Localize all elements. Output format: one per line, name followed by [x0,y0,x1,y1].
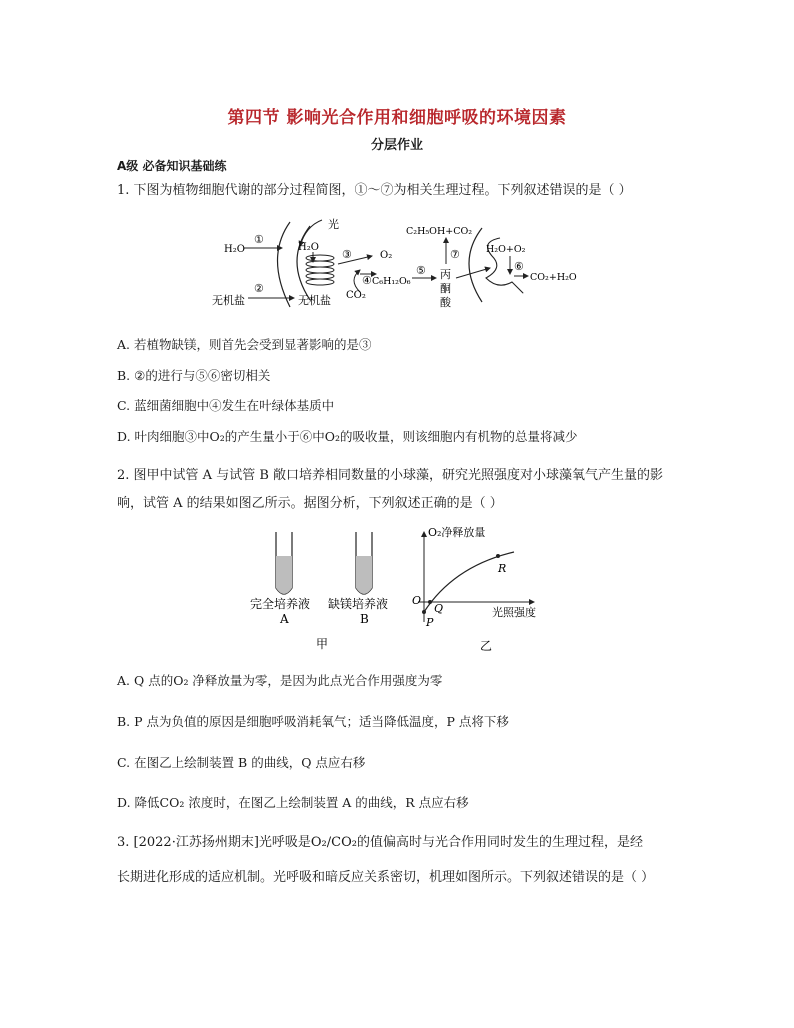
label-1: ① [254,233,264,246]
label-2: ② [254,282,264,295]
label-4: ④ [362,274,372,287]
point-q [428,600,432,604]
question-3-stem-line2: 长期进化形成的适应机制。光呼吸和暗反应关系密切，机理如图所示。下列叙述错误的是（ ） [117,870,655,885]
label-7: ⑦ [450,248,460,261]
co2-h2o-label: CO₂+H₂O [530,272,577,283]
tube-and-curve-figure [240,522,560,657]
h2o-o2-label: H₂O+O₂ [486,244,526,255]
test-tube-b [356,532,372,594]
pyruvate-3: 酸 [440,296,451,309]
o2-label: O₂ [380,250,393,261]
label-3: ③ [342,248,352,261]
figure-jia-label: 甲 [316,637,329,651]
tube-a-label: 完全培养液 [250,597,311,611]
point-p [422,610,426,614]
point-r [496,554,500,558]
level-heading: A级 必备知识基础练 [117,159,227,173]
h2o-inner-label: H₂O [298,242,319,253]
y-axis-label: O₂净释放量 [428,526,486,539]
q2-option-d: D. 降低CO₂ 浓度时，在图乙上绘制装置 A 的曲线，R 点应右移 [117,795,469,810]
question-2-stem-line1: 2. 图甲中试管 A 与试管 B 敞口培养相同数量的小球藻，研究光照强度对小球藻氧气产生量的影 [117,468,664,483]
q2-option-a: A. Q 点的O₂ 净释放量为零，是因为此点光合作用强度为零 [117,673,443,688]
page-title: 第四节 影响光合作用和细胞呼吸的环境因素 [227,108,567,128]
mitochondrion-outer [469,228,482,302]
label-5: ⑤ [416,264,426,277]
pyruvate-1: 丙 [440,268,451,281]
q2-option-b: B. P 点为负值的原因是细胞呼吸消耗氧气；适当降低温度，P 点将下移 [117,714,509,729]
pyruvate-2: 酮 [440,282,451,295]
light-label: 光 [328,218,339,231]
section-subtitle: 分层作业 [370,138,423,153]
figure-yi-label: 乙 [480,639,493,653]
metabolism-diagram [210,212,610,314]
h2o-left-label: H₂O [224,244,245,255]
test-tube-a [276,532,292,594]
tube-b-label: 缺镁培养液 [328,597,389,611]
q1-option-c: C. 蓝细菌细胞中④发生在叶绿体基质中 [117,398,335,413]
q1-option-d: D. 叶肉细胞③中O₂的产生量小于⑥中O₂的吸收量，则该细胞内有机物的总量将减少 [117,429,578,444]
question-2-stem-line2: 响，试管 A 的结果如图乙所示。据图分析，下列叙述正确的是（ ） [117,496,503,511]
x-axis-label: 光照强度 [492,606,536,619]
glucose-label: C₆H₁₂O₆ [372,276,411,287]
p-label: P [426,616,434,629]
ethanol-label: C₂H₅OH+CO₂ [406,226,473,237]
chloroplast-outer-membrane [278,222,291,307]
q1-option-b: B. ②的进行与⑤⑥密切相关 [117,368,271,383]
label-6: ⑥ [514,260,524,273]
tube-b-letter: B [360,612,369,626]
question-3-stem-line1: 3. [2022·江苏扬州期末]光呼吸是O₂/CO₂的值偏高时与光合作用同时发生的生理过程，是经 [117,835,643,850]
thylakoid-stack [306,255,334,285]
mineral-left-label: 无机盐 [212,294,245,307]
q2-option-c: C. 在图乙上绘制装置 B 的曲线，Q 点应右移 [117,755,366,770]
q1-option-a: A. 若植物缺镁，则首先会受到显著影响的是③ [117,337,372,352]
tube-a-letter: A [280,612,289,626]
origin-label: O [412,594,422,607]
q-label: Q [434,602,444,615]
co2-label: CO₂ [346,290,366,301]
mineral-right-label: 无机盐 [298,294,331,307]
r-label: R [498,562,507,575]
question-1-stem: 1. 下图为植物细胞代谢的部分过程简图，①～⑦为相关生理过程。下列叙述错误的是（ ） [117,183,632,198]
